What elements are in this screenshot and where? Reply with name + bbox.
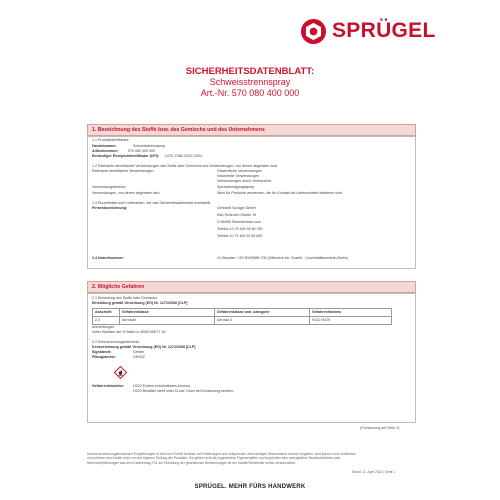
classification-table xyxy=(92,308,392,325)
bereich-label: Verwendungsbereich xyxy=(92,185,126,189)
artikelnummer-label: Artikelnummer: xyxy=(92,148,119,153)
abgeraten-value: Nicht für Produkte verwenden, die für Kontakt mit Lebensmitteln bestimmt sind xyxy=(217,191,342,195)
artikelnummer-value: 570 080 400 000 xyxy=(128,148,155,153)
table-header: Abschnitt xyxy=(93,309,120,317)
s11-title: 1.1 Produktidentifikator xyxy=(92,138,129,142)
table-cell: Aerosol 3 xyxy=(215,316,310,324)
s22-sub: Kennzeichnung gemäß Verordnung (EG) Nr. 1272/2008 [CLP] xyxy=(92,345,196,349)
s13-title: 1.3 Einzelheiten zum Lieferanten, der das Sicherheitsdatenblatt bereitstellt xyxy=(92,201,211,205)
product-name: Schweisstrennspray xyxy=(209,77,291,87)
footer-slogan: SPRÜGEL. MEHR FÜRS HANDWERK xyxy=(194,484,306,490)
bereich-value: Spezialreinigungsspray xyxy=(217,185,255,189)
document-title: SICHERHEITSDATENBLATT: xyxy=(185,66,315,77)
anmerkungen-title: Anmerkungen xyxy=(92,325,115,329)
continuation-note: (Fortsetzung auf Seite 3) xyxy=(360,426,400,430)
firma-line-4: Telefon 10 79 400 93 80 930 xyxy=(217,227,263,231)
firma-label: Firmenbezeichnung: xyxy=(92,206,128,210)
gefahren-line-1: H222 Extrem entzündbares Aerosol. xyxy=(133,384,191,388)
section-2-heading-text: 2. Mögliche Gefahren xyxy=(92,283,145,290)
disclaimer-line: Unsere anwendungstechnische Empfehlungen in Wort und Schrift beruhen auf Erfahrungen und entsprechen dem heutigen Wissenstand unserer Angaben, sind jedoch nicht verbindlich xyxy=(87,452,356,456)
gefahren-label: Gefahrenhinweise: xyxy=(92,384,125,388)
table-row xyxy=(93,316,392,324)
section-2-heading xyxy=(87,281,416,293)
table-header-row xyxy=(93,309,392,317)
section-1-heading xyxy=(87,124,416,136)
s21-title: 2.1 Einstufung des Stoffs oder Gemischs xyxy=(92,296,158,300)
abgeraten-label: Verwendungen, von denen abgeraten wird xyxy=(92,191,160,195)
flame-hazard-icon xyxy=(114,366,127,379)
firma-line-3: D-56455 Stoeckenfrau.com xyxy=(217,220,261,224)
table-header: Gefahrenklasse xyxy=(120,309,215,317)
gefahren-line-2: H229 Behälter steht unter Druck: Kann bei Erwärmung bersten. xyxy=(133,389,234,393)
signalwort-value: Gefahr xyxy=(133,350,144,354)
relevant-line-1: Gewerbliche Verwendungen xyxy=(217,169,262,173)
relevant-label: Relevante identifizierte Verwendungen: xyxy=(92,169,155,173)
ufi-label: Eindeutiger Rezepturidentifikator (UFI): xyxy=(92,153,160,158)
signalwort-label: Signalwort: xyxy=(92,350,112,354)
handelsname-value: Schweisstrennspray xyxy=(133,143,166,148)
table-cell: H222,H229 xyxy=(310,316,392,324)
table-cell: Aerosole xyxy=(120,316,215,324)
ufi-value: UJ70-7085-C00X-0004 xyxy=(165,153,202,158)
piktogramme-value: GHS02 xyxy=(133,355,145,359)
handelsname-label: Handelsname: xyxy=(92,143,117,148)
s22-title: 2.2 Kennzeichnungselemente xyxy=(92,340,140,344)
disclaimer-line: und befreien den Käufer nicht von der eigenen Prüfung der Produkte. Sie gelten nicht als zugesicherte Eigenschaften und begründen kein vertragliches Rechtsverhältnis oder xyxy=(87,456,341,461)
notruf-value: 24 Stunden: +49 30/30686 700 (Giftnotruf der Charité - Universitätsmedizin Berlin) xyxy=(217,256,348,260)
section-1-heading-text: 1. Bezeichnung des Stoffs bzw. des Gemischs und des Unternehmens xyxy=(92,126,265,133)
footer-disclaimer xyxy=(87,452,417,465)
s21-sub: Einstufung gemäß Verordnung (EG) Nr. 1272/2008 [CLP] xyxy=(92,301,188,305)
piktogramme-label: Piktogramme: xyxy=(92,355,116,359)
document-title-block xyxy=(0,66,500,99)
relevant-line-2: Industrielle Verwendungen xyxy=(217,174,260,178)
table-header: Gefahrenklasse und -kategorie xyxy=(215,309,310,317)
wrench-nut-icon xyxy=(300,18,327,45)
disclaimer-line: Nebenverpflichtungen aus dem Kaufvertrag. Für die Einhaltung der gesetzlichen Bestimmungen ist der Käufer/Verarbeiter selbst verantwortlich. xyxy=(87,460,297,465)
table-cell: 2.3 xyxy=(93,316,120,324)
brand-logo xyxy=(300,16,476,46)
relevant-line-3: Verwendungen durch Verbraucher xyxy=(217,179,272,183)
s14-title: 1.4 Notrufnummer: xyxy=(92,256,125,260)
footer-date: Stand: 11. April 2022 | Seite 1 xyxy=(352,470,396,474)
firma-line-5: Telefax 10 79 400 93 80 890 xyxy=(217,234,263,238)
article-number: Art.-Nr. 570 080 400 000 xyxy=(200,88,300,98)
s12-title: 1.2 Relevante identifizierte Verwendungen des Stoffs oder Gemischs und Verwendungen, von denen abgeraten wird xyxy=(92,164,277,168)
firma-line-2: Karl-Scheurer-Straße 19 xyxy=(217,213,257,217)
anmerkungen-text: Voller Wortlaut der H-Sätze in ABSCHNITT 16. xyxy=(92,330,167,334)
brand-name: SPRÜGEL xyxy=(332,19,436,42)
firma-line-1: Gerhardt Sprügel GmbH xyxy=(217,206,256,210)
table-header: Gefahrenhinweis xyxy=(310,309,392,317)
